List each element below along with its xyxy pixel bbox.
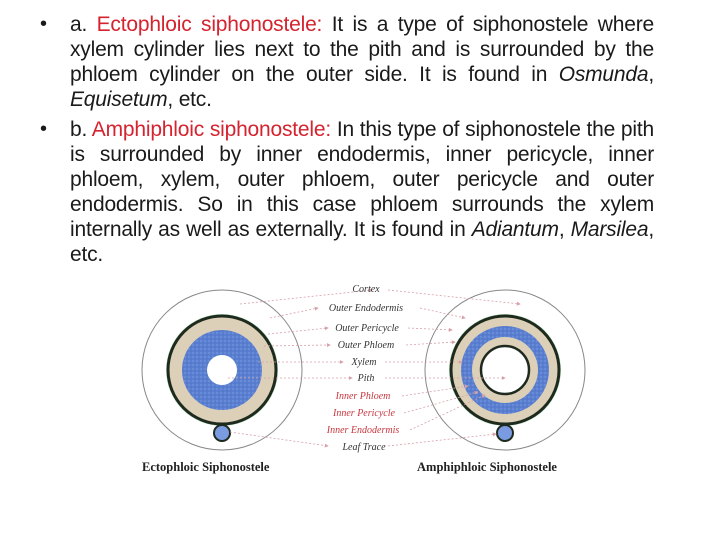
label-outer-endodermis: Outer Endodermis bbox=[328, 303, 404, 314]
bullet-dot: • bbox=[40, 118, 48, 140]
label-outer-pericycle: Outer Pericycle bbox=[335, 323, 399, 334]
bullet-body: It is a type of siphonostele where xylem cylinder lies next to the pith and is surrounded by the phloem cylinder on the outer side. It is found in bbox=[70, 13, 654, 86]
bullet-end: , etc. bbox=[70, 218, 654, 266]
bullet-prefix: b. bbox=[70, 118, 92, 141]
pith bbox=[207, 355, 237, 385]
genus-osmunda: Osmunda bbox=[558, 63, 649, 86]
label-leaf-trace: Leaf Trace bbox=[342, 442, 386, 453]
genus-equisetum: Equisetum bbox=[70, 88, 168, 111]
term-ectophloic: Ectophloic siphonostele: bbox=[96, 13, 323, 36]
bullet-dot: • bbox=[40, 13, 48, 35]
genus-adiantum: Adiantum bbox=[471, 218, 559, 241]
label-inner-endodermis: Inner Endodermis bbox=[326, 425, 400, 436]
bullet-body: In this type of siphonostele the pith is surrounded by inner endodermis, inner pericycle, inner phloem, xylem, outer phloem, outer pericycle and outer endodermis. So in this case phloem surrounds the xylem internally as well as externally. It is found in bbox=[70, 118, 654, 241]
diagram-labels bbox=[326, 284, 403, 453]
caption-ectophloic: Ectophloic Siphonostele bbox=[142, 460, 270, 474]
genus-marsilea: Marsilea bbox=[570, 218, 649, 241]
term-amphiphloic: Amphiphloic siphonostele: bbox=[91, 118, 331, 141]
label-inner-pericycle: Inner Pericycle bbox=[333, 408, 395, 419]
leaf-trace bbox=[214, 425, 230, 441]
label-pith: Pith bbox=[357, 373, 375, 384]
separator: , bbox=[558, 218, 571, 241]
label-inner-phloem: Inner Phloem bbox=[335, 391, 391, 402]
ectophloic-diagram bbox=[142, 290, 302, 450]
amphiphloic-diagram bbox=[425, 290, 585, 450]
leaf-trace bbox=[497, 425, 513, 441]
separator: , bbox=[648, 63, 654, 86]
caption-amphiphloic: Amphiphloic Siphonostele bbox=[417, 460, 557, 474]
inner-endodermis-pith bbox=[481, 346, 529, 394]
bullet-prefix: a. bbox=[70, 13, 97, 36]
label-cortex: Cortex bbox=[352, 284, 380, 295]
label-xylem: Xylem bbox=[351, 357, 377, 368]
bullet-end: , etc. bbox=[167, 88, 212, 111]
label-outer-phloem: Outer Phloem bbox=[337, 340, 395, 351]
